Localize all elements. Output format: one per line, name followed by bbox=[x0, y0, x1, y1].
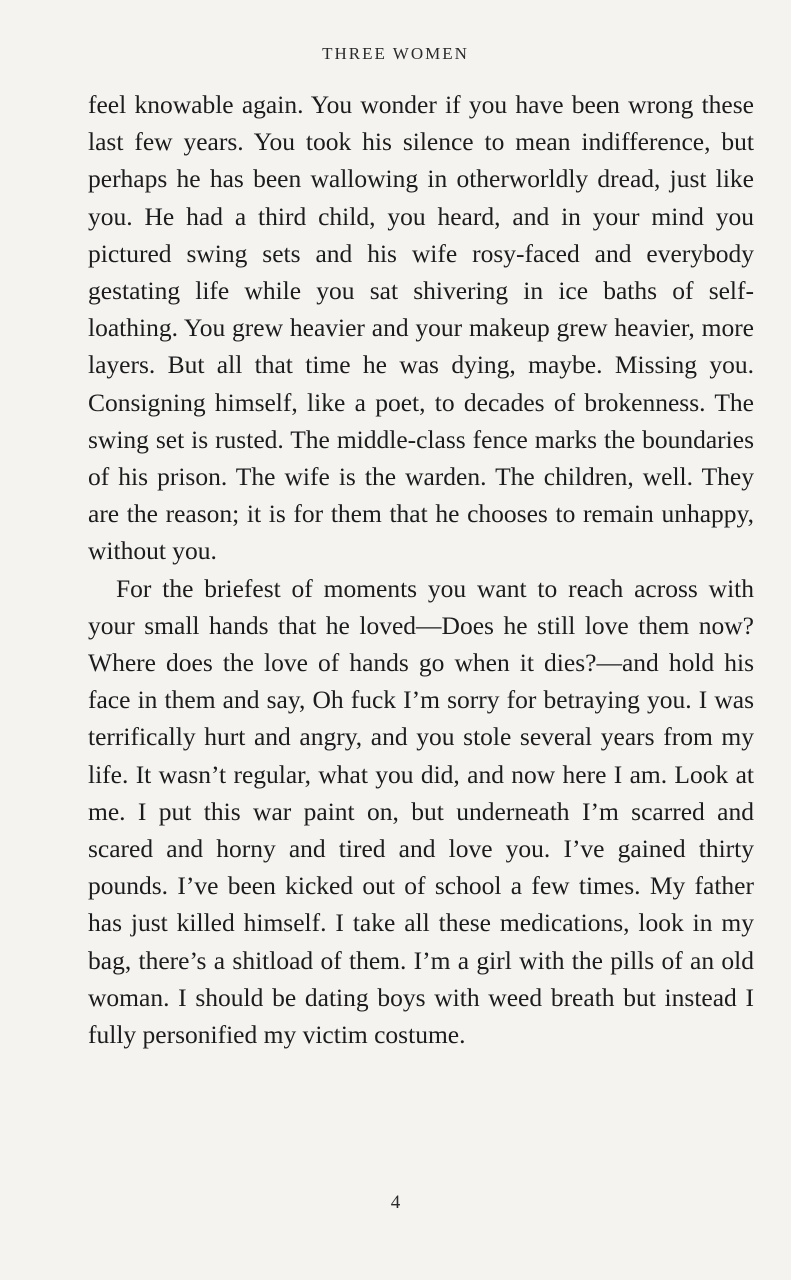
running-head: THREE WOMEN bbox=[322, 44, 469, 63]
paragraph: For the briefest of moments you want to reach across with your small hands that he loved—Does he still love them now? Where does the love of hands go when it dies?—and hold his face in them and say, Oh fuck I’m sorry for betraying you. I was terrifically hurt and angry, and you stole several years from my life. It wasn’t regular, what you did, and now here I am. Look at me. I put this war paint on, but underneath I’m scarred and scared and horny and tired and love you. I’ve gained thirty pounds. I’ve been kicked out of school a few times. My father has just killed himself. I take all these medications, look in my bag, there’s a shitload of them. I’m a girl with the pills of an old woman. I should be dating boys with weed breath but instead I fully personified my victim costume. bbox=[88, 573, 754, 1050]
body-text bbox=[88, 86, 754, 1053]
paragraph-continued: feel knowable again. You wonder if you have been wrong these last few years. You took his silence to mean indifference, but perhaps he has been wallowing in otherworldly dread, just like you. He had a third child, you heard, and in your mind you pictured swing sets and his wife rosy-faced and everybody gestating life while you sat shivering in ice baths of self-loathing. You grew heavier and your makeup grew heavier, more layers. But all that time he was dying, maybe. Missing you. Consigning himself, like a poet, to decades of brokenness. The swing set is rusted. The middle-class fence marks the boundaries of his prison. The wife is the warden. The children, well. They are the reason; it is for them that he chooses to remain unhappy, without you. bbox=[88, 90, 754, 566]
page-number: 4 bbox=[390, 1192, 401, 1213]
